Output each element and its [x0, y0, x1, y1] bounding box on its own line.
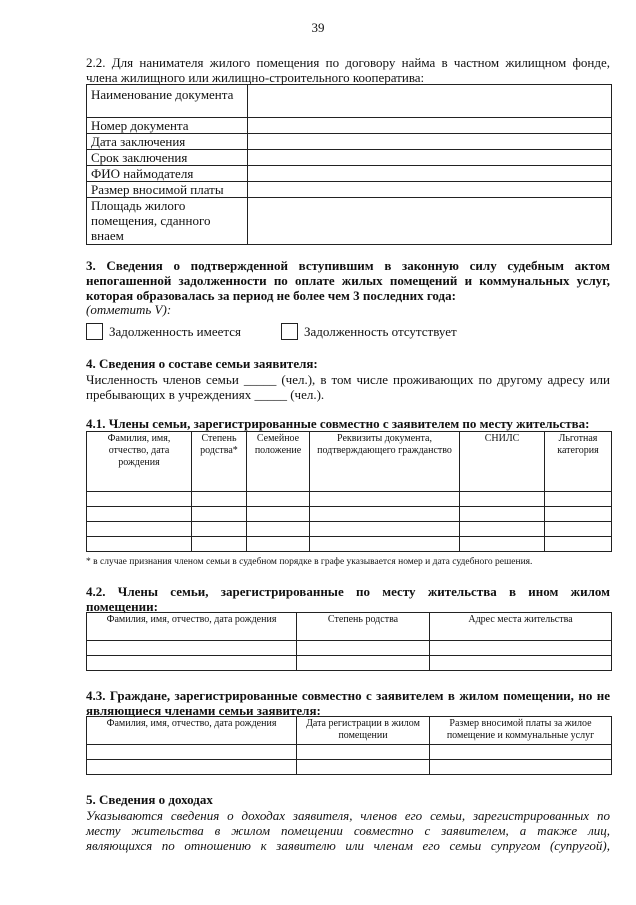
table-header-row — [87, 717, 612, 745]
registered-family-table — [86, 431, 612, 552]
field-landlord[interactable] — [248, 166, 612, 182]
section-3-note: (отметить V): — [86, 302, 172, 317]
table-row — [87, 537, 612, 552]
table-row — [87, 134, 612, 150]
table-row — [87, 760, 612, 775]
field-document-number[interactable] — [248, 118, 612, 134]
table-row — [87, 182, 612, 198]
section-5-line1: Указываются сведения о доходах заявителя, членов его семьи, зарегистрированных по — [86, 808, 610, 823]
footnote: * в случае признания членом семьи в судебном порядке в графе указывается номер и дата судебного решения. — [86, 557, 533, 567]
row-label-conclusion-date: Дата заключения — [87, 134, 248, 150]
page-number: 39 — [311, 20, 325, 35]
col-header-citizenship-doc: Реквизиты документа, подтверждающего гражданство — [310, 432, 460, 492]
section-2-2-intro-line2: члена жилищного или жилищно-строительного кооператива: — [86, 70, 425, 85]
col-header-registration-date: Дата регистрации в жилом помещении — [297, 717, 430, 745]
table-row — [87, 656, 612, 671]
section-2-2-intro — [86, 55, 610, 85]
table-row — [87, 118, 612, 134]
section-4-3-title-line1: 4.3. Граждане, зарегистрированные совместно с заявителем в жилом помещении, но не — [86, 688, 610, 703]
table-row — [87, 507, 612, 522]
section-3-title-line2: непогашенной задолженности по оплате жилых помещений и коммунальных услуг, — [86, 273, 610, 288]
col-header-benefit: Льготная категория — [545, 432, 612, 492]
field-conclusion-date[interactable] — [248, 134, 612, 150]
section-3-title-line1: 3. Сведения о подтвержденной вступившим в законную силу судебным актом — [86, 258, 610, 273]
col-header-name: Фамилия, имя, отчество, дата рождения — [87, 432, 192, 492]
debt-absent-label: Задолженность отсутствует — [304, 323, 457, 339]
row-label-document-number: Номер документа — [87, 118, 248, 134]
family-institution-line: пребывающих в учреждениях _____ (чел.). — [86, 387, 325, 402]
section-5-body — [86, 808, 610, 853]
debt-absent-option[interactable] — [281, 323, 457, 340]
row-label-document-name: Наименование документа — [87, 85, 248, 118]
debt-exists-label: Задолженность имеется — [109, 323, 241, 339]
contract-details-table — [86, 84, 612, 245]
row-label-landlord: ФИО наймодателя — [87, 166, 248, 182]
section-2-2-intro-line1: 2.2. Для нанимателя жилого помещения по договору найма в частном жилищном фонде, — [86, 55, 610, 70]
col-header-name: Фамилия, имя, отчество, дата рождения — [87, 717, 297, 745]
section-5-line3: являющихся по отношению к заявителю или членам его семьи супругом (супругой), — [86, 838, 610, 853]
section-4-2-title-line2: помещении: — [86, 599, 158, 614]
col-header-snils: СНИЛС — [460, 432, 545, 492]
table-row — [87, 150, 612, 166]
field-document-name[interactable] — [248, 85, 612, 118]
section-4-body — [86, 372, 610, 402]
section-4-1-title: 4.1. Члены семьи, зарегистрированные совместно с заявителем по месту жительства: — [86, 416, 590, 431]
other-residence-family-table — [86, 612, 612, 671]
col-header-relation: Степень родства — [297, 613, 430, 641]
section-4-3-title-line2: являющиеся членами семьи заявителя: — [86, 703, 321, 718]
col-header-relation: Степень родства* — [192, 432, 247, 492]
field-area[interactable] — [248, 198, 612, 245]
section-5-title: 5. Сведения о доходах — [86, 792, 213, 807]
section-4-3-title — [86, 688, 610, 718]
section-5-line2: месту жительства в жилом помещении совместно с заявителем, а также лиц, — [86, 823, 610, 838]
row-label-payment: Размер вносимой платы — [87, 182, 248, 198]
section-3-title — [86, 258, 610, 303]
section-4-2-title — [86, 584, 610, 614]
field-term[interactable] — [248, 150, 612, 166]
col-header-address: Адрес места жительства — [430, 613, 612, 641]
field-payment[interactable] — [248, 182, 612, 198]
row-label-area: Площадь жилого помещения, сданного внаем — [87, 198, 248, 245]
table-row — [87, 198, 612, 245]
table-row — [87, 166, 612, 182]
non-family-residents-table — [86, 716, 612, 775]
table-row — [87, 85, 612, 118]
debt-absent-checkbox[interactable] — [281, 323, 298, 340]
family-size-line: Численность членов семьи _____ (чел.), в том числе проживающих по другому адресу или — [86, 372, 610, 387]
table-row — [87, 522, 612, 537]
table-row — [87, 492, 612, 507]
table-header-row — [87, 432, 612, 492]
section-3-title-line3: которая образовалась за период не более чем 3 последних года: — [86, 288, 456, 303]
col-header-payment: Размер вносимой платы за жилое помещение и коммунальные услуг — [430, 717, 612, 745]
table-row — [87, 745, 612, 760]
table-header-row — [87, 613, 612, 641]
col-header-marital: Семейное положение — [247, 432, 310, 492]
section-4-2-title-line1: 4.2. Члены семьи, зарегистрированные по месту жительства в ином жилом — [86, 584, 610, 599]
section-4-title: 4. Сведения о составе семьи заявителя: — [86, 356, 318, 371]
debt-exists-option[interactable] — [86, 323, 241, 340]
col-header-name: Фамилия, имя, отчество, дата рождения — [87, 613, 297, 641]
row-label-term: Срок заключения — [87, 150, 248, 166]
table-row — [87, 641, 612, 656]
debt-exists-checkbox[interactable] — [86, 323, 103, 340]
